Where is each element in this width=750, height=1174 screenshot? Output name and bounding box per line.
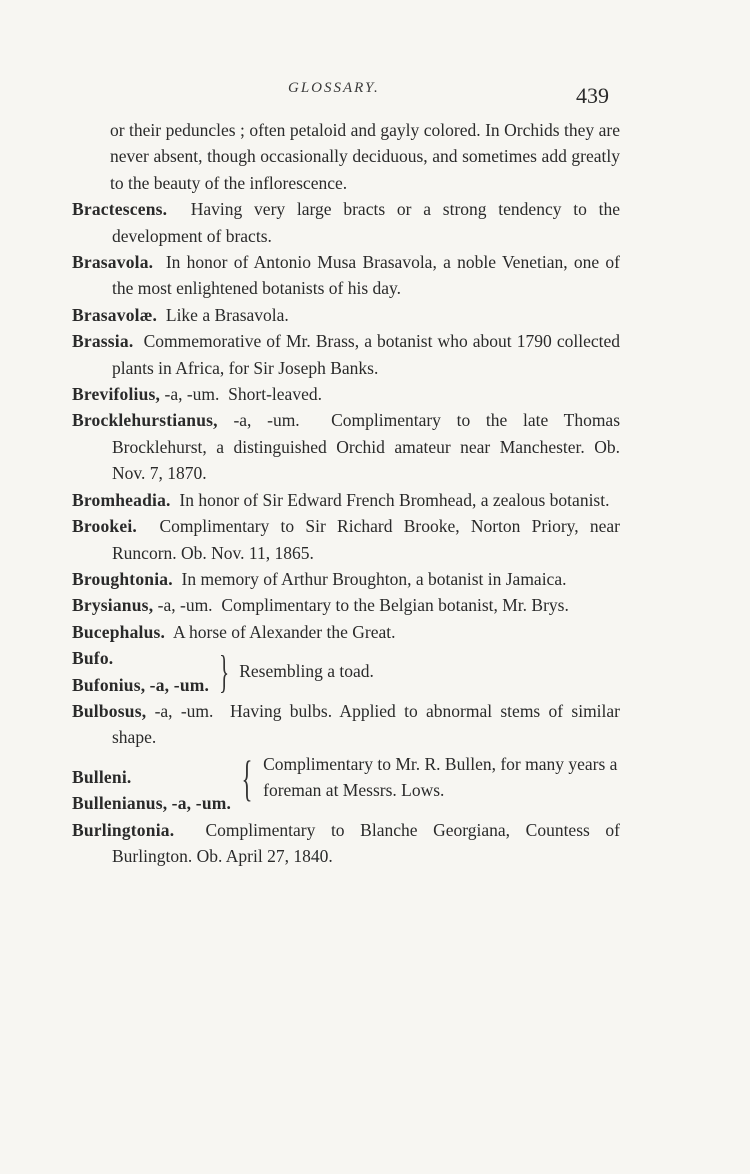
- glossary-entry: [72, 513, 620, 566]
- continued-definition: or their peduncles ; often petaloid and gayly colored. In Orchids they are never absent, though occasionally deciduous, and sometimes add greatly to the beauty of the inflorescence.: [110, 120, 620, 193]
- grouped-entry-bulleni: [72, 751, 620, 817]
- entry-term: Bucephalus.: [72, 621, 166, 642]
- curly-brace-icon: }: [219, 645, 230, 697]
- entry-suffix: -a, -um.: [171, 793, 232, 814]
- entry-term: Brevifolius,: [72, 384, 161, 405]
- entry-definition: Commemorative of Mr. Brass, a botanist who about 1790 collected plants in Africa, for Sir Joseph Banks.: [112, 331, 621, 378]
- glossary-entry: [72, 302, 620, 328]
- entry-term: Burlingtonia.: [72, 819, 175, 840]
- running-title: GLOSSARY.: [288, 80, 380, 96]
- glossary-entry: [72, 698, 620, 751]
- page-number: 439: [576, 83, 609, 108]
- glossary-entry: [72, 381, 620, 407]
- entry-definition: Short-leaved.: [228, 384, 322, 405]
- glossary-entry: [72, 566, 620, 592]
- entry-definition: In honor of Antonio Musa Brasavola, a noble Venetian, one of the most enlightened botanists of his day.: [112, 252, 620, 299]
- entry-term: Brasavola.: [72, 252, 154, 273]
- entry-suffix: -a, -um.: [154, 700, 214, 721]
- curly-brace-icon: {: [241, 749, 253, 806]
- entry-term: Bulleni.: [72, 766, 132, 787]
- entry-definition: Complimentary to Blanche Georgiana, Countess of Burlington. Ob. April 27, 1840.: [112, 819, 621, 866]
- entry-definition: Having bulbs. Applied to abnormal stems of similar shape.: [112, 700, 620, 748]
- grouped-entry-bufo: [72, 645, 620, 698]
- entry-term: Bullenianus,: [72, 793, 168, 814]
- entry-definition: Resembling a toad.: [239, 661, 374, 682]
- grouped-terms: [72, 751, 231, 817]
- glossary-entry: [72, 328, 620, 381]
- entry-definition: Like a Brasavola.: [165, 304, 289, 325]
- glossary-entry: [72, 817, 620, 870]
- entry-suffix: -a, -um.: [157, 595, 213, 616]
- entry-definition: In honor of Sir Edward French Bromhead, a zealous botanist.: [179, 489, 610, 510]
- entry-definition: In memory of Arthur Broughton, a botanist in Jamaica.: [181, 568, 567, 589]
- entry-term: Brassia.: [72, 331, 134, 352]
- entry-definition: Complimentary to the late Thomas Brocklehurst, a distinguished Orchid amateur near Manchester. Ob. Nov. 7, 1870.: [112, 410, 621, 484]
- entry-term: Bulbosus,: [72, 700, 147, 721]
- entry-term: Bractescens.: [72, 199, 168, 220]
- entry-term: Bromheadia.: [72, 489, 171, 510]
- entry-term: Brasavolæ.: [72, 304, 158, 325]
- glossary-body: [72, 117, 620, 869]
- glossary-entry: [72, 487, 620, 513]
- entry-definition: Complimentary to Sir Richard Brooke, Norton Priory, near Runcorn. Ob. Nov. 11, 1865.: [112, 516, 620, 563]
- entry-definition: Complimentary to Mr. R. Bullen, for many years a foreman at Messrs. Lows.: [263, 753, 618, 801]
- entry-definition: Complimentary to the Belgian botanist, Mr. Brys.: [221, 595, 569, 616]
- entry-term: Brysianus,: [72, 595, 154, 616]
- entry-term: Bufonius,: [72, 674, 146, 695]
- entry-definition: A horse of Alexander the Great.: [172, 621, 396, 642]
- entry-suffix: -a, -um.: [164, 384, 220, 405]
- glossary-entry: [72, 619, 620, 645]
- entry-term: Broughtonia.: [72, 568, 173, 589]
- grouped-terms: [72, 645, 209, 698]
- entry-term: Brookei.: [72, 516, 137, 537]
- glossary-entry: [72, 249, 620, 302]
- entry-term: Brocklehurstianus,: [72, 410, 218, 431]
- entry-suffix: -a, -um.: [233, 410, 300, 431]
- glossary-entry: [72, 407, 620, 486]
- glossary-entry: [72, 196, 620, 249]
- entry-definition: Having very large bracts or a strong tendency to the development of bracts.: [112, 199, 621, 246]
- glossary-entry: [72, 592, 620, 618]
- entry-suffix: -a, -um.: [149, 674, 210, 695]
- entry-term: Bufo.: [72, 648, 114, 669]
